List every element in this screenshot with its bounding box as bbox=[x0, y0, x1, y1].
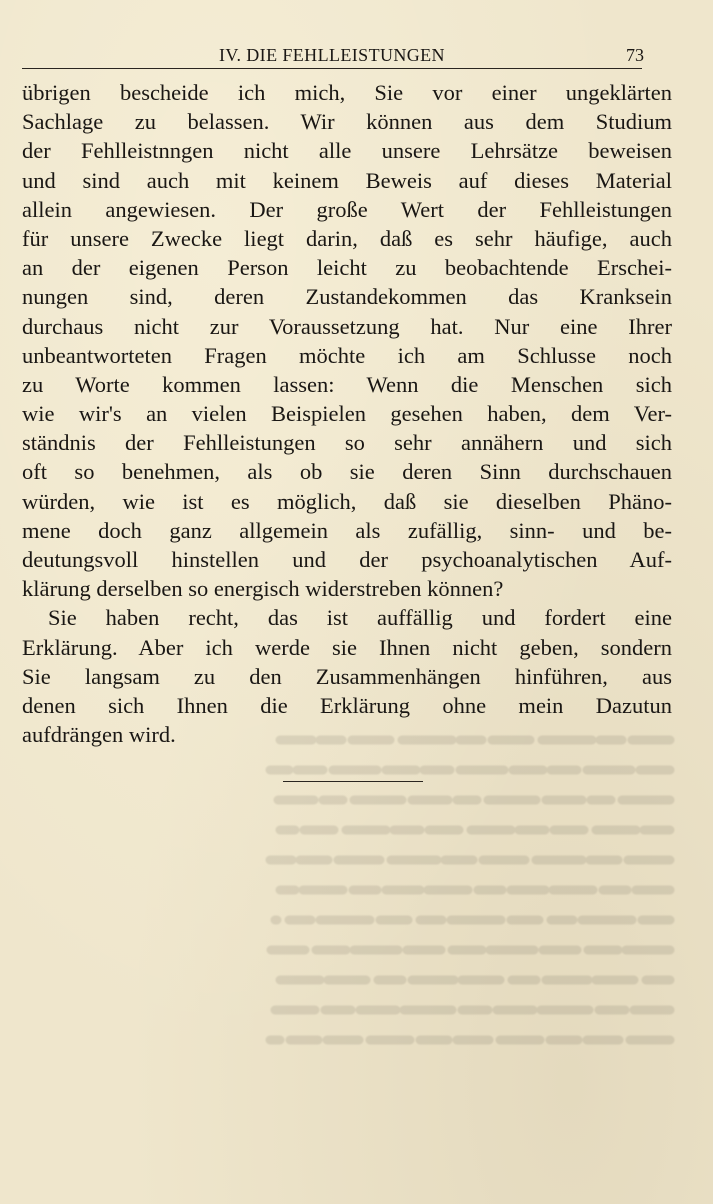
show-through-texture bbox=[260, 720, 680, 1080]
text-line: würden, wie ist es möglich, daß sie dieselben Phäno- bbox=[22, 488, 672, 514]
text-line: denen sich Ihnen die Erklärung ohne mein Dazutun bbox=[22, 692, 672, 718]
text-line: zu Worte kommen lassen: Wenn die Menschen sich bbox=[22, 371, 672, 397]
text-line: unbeantworteten Fragen möchte ich am Schlusse noch bbox=[22, 342, 672, 368]
text-line: wie wir's an vielen Beispielen gesehen haben, dem Ver- bbox=[22, 401, 672, 427]
running-head bbox=[22, 44, 642, 69]
text-line: durchaus nicht zur Voraussetzung hat. Nur eine Ihrer bbox=[22, 313, 672, 339]
text-line: aufdrängen wird. bbox=[22, 722, 176, 748]
chapter-title: IV. DIE FEHLLEISTUNGEN bbox=[219, 45, 445, 65]
text-line: und sind auch mit keinem Beweis auf dieses Material bbox=[22, 167, 672, 193]
text-line: allein angewiesen. Der große Wert der Fehlleistungen bbox=[22, 196, 672, 222]
text-line: ständnis der Fehlleistungen so sehr annähern und sich bbox=[22, 430, 672, 456]
paragraph-start-line: Sie haben recht, das ist auffällig und fordert eine bbox=[48, 605, 672, 631]
text-line: übrigen bescheide ich mich, Sie vor einer ungeklärten bbox=[22, 80, 672, 105]
text-line: der Fehlleistnngen nicht alle unsere Lehrsätze beweisen bbox=[22, 138, 672, 164]
body-text bbox=[22, 78, 672, 749]
text-line: nungen sind, deren Zustandekommen das Kranksein bbox=[22, 284, 672, 310]
text-line: Sie langsam zu den Zusammenhängen hinführen, aus bbox=[22, 663, 672, 689]
page-number: 73 bbox=[626, 45, 644, 65]
text-line: deutungsvoll hinstellen und der psychoanalytischen Auf- bbox=[22, 547, 672, 572]
text-line: mene doch ganz allgemein als zufällig, sinn- und be- bbox=[22, 517, 672, 543]
text-line: oft so benehmen, als ob sie deren Sinn durchschauen bbox=[22, 459, 672, 485]
text-line: Sachlage zu belassen. Wir können aus dem Studium bbox=[22, 109, 672, 135]
text-line: für unsere Zwecke liegt darin, daß es sehr häufige, auch bbox=[22, 225, 672, 251]
text-line: Erklärung. Aber ich werde sie Ihnen nicht geben, sondern bbox=[22, 634, 672, 660]
text-line: klärung derselben so energisch widerstreben können? bbox=[22, 576, 504, 602]
paper-bleed-texture bbox=[260, 720, 680, 1080]
text-line: an der eigenen Person leicht zu beobachtende Erschei- bbox=[22, 255, 672, 281]
